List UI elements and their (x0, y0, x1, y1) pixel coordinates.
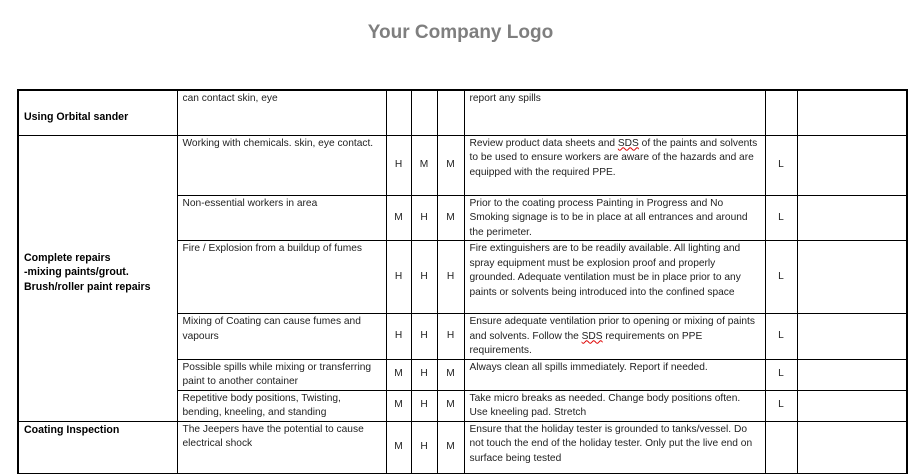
risk-rating: M (437, 359, 464, 390)
risk-assessment-table-container (17, 89, 908, 474)
control-measures-cell: report any spills (464, 90, 765, 135)
notes-cell (797, 421, 907, 473)
notes-cell (797, 135, 907, 195)
probability-rating (411, 90, 437, 135)
task-cell: Using Orbital sander (18, 90, 177, 135)
risk-rating: M (437, 390, 464, 421)
notes-cell (797, 90, 907, 135)
severity-rating: H (386, 135, 411, 195)
hazard-cell: Fire / Explosion from a buildup of fumes (177, 241, 386, 314)
risk-rating: M (437, 195, 464, 241)
task-cell: Coating Inspection (18, 421, 177, 473)
severity-rating: H (386, 314, 411, 360)
control-measures-cell: Ensure adequate ventilation prior to opening or mixing of paints and solvents. Follow the SDS requirements on PPE requirements. (464, 314, 765, 360)
probability-rating: M (411, 135, 437, 195)
risk-rating: H (437, 314, 464, 360)
hazard-cell: Repetitive body positions, Twisting, bending, kneeling, and standing (177, 390, 386, 421)
probability-rating: H (411, 390, 437, 421)
table-row (18, 421, 907, 473)
severity-rating: H (386, 241, 411, 314)
hazard-cell: The Jeepers have the potential to cause electrical shock (177, 421, 386, 473)
control-measures-cell: Always clean all spills immediately. Report if needed. (464, 359, 765, 390)
severity-rating: M (386, 390, 411, 421)
risk-rating: M (437, 421, 464, 473)
notes-cell (797, 314, 907, 360)
table-row (18, 135, 907, 195)
risk-rating: M (437, 135, 464, 195)
control-measures-cell: Ensure that the holiday tester is grounded to tanks/vessel. Do not touch the end of the holiday tester. Only put the live end on surface being tested (464, 421, 765, 473)
control-measures-cell: Review product data sheets and SDS of the paints and solvents to be used to ensure workers are aware of the hazards and are equipped with the required PPE. (464, 135, 765, 195)
residual-risk-rating: L (765, 359, 797, 390)
residual-risk-rating: L (765, 390, 797, 421)
spellcheck-marked-word: SDS (617, 137, 639, 149)
residual-risk-rating: L (765, 135, 797, 195)
hazard-cell: Possible spills while mixing or transferring paint to another container (177, 359, 386, 390)
spellcheck-marked-word: SDS (581, 330, 603, 342)
severity-rating: M (386, 359, 411, 390)
severity-rating: M (386, 195, 411, 241)
notes-cell (797, 359, 907, 390)
probability-rating: H (411, 195, 437, 241)
hazard-cell: can contact skin, eye (177, 90, 386, 135)
probability-rating: H (411, 359, 437, 390)
notes-cell (797, 195, 907, 241)
residual-risk-rating (765, 90, 797, 135)
task-cell: Complete repairs -mixing paints/grout. Brush/roller paint repairs (18, 135, 177, 421)
risk-assessment-table (17, 89, 908, 474)
probability-rating: H (411, 314, 437, 360)
residual-risk-rating: L (765, 314, 797, 360)
probability-rating: H (411, 421, 437, 473)
control-measures-cell: Fire extinguishers are to be readily available. All lighting and spray equipment must be explosion proof and properly grounded. Adequate ventilation must be in place prior to any paints or solvents being introduced into the confined space (464, 241, 765, 314)
notes-cell (797, 241, 907, 314)
control-measures-cell: Prior to the coating process Painting in Progress and No Smoking signage is to be in place at all entrances and around the perimeter. (464, 195, 765, 241)
residual-risk-rating: L (765, 241, 797, 314)
hazard-cell: Mixing of Coating can cause fumes and vapours (177, 314, 386, 360)
probability-rating: H (411, 241, 437, 314)
residual-risk-rating (765, 421, 797, 473)
severity-rating (386, 90, 411, 135)
risk-rating: H (437, 241, 464, 314)
risk-rating (437, 90, 464, 135)
severity-rating: M (386, 421, 411, 473)
control-measures-cell: Take micro breaks as needed. Change body positions often. Use kneeling pad. Stretch (464, 390, 765, 421)
hazard-cell: Non-essential workers in area (177, 195, 386, 241)
company-logo-text: Your Company Logo (367, 22, 554, 43)
hazard-cell: Working with chemicals. skin, eye contact. (177, 135, 386, 195)
table-row (18, 90, 907, 135)
notes-cell (797, 390, 907, 421)
residual-risk-rating: L (765, 195, 797, 241)
